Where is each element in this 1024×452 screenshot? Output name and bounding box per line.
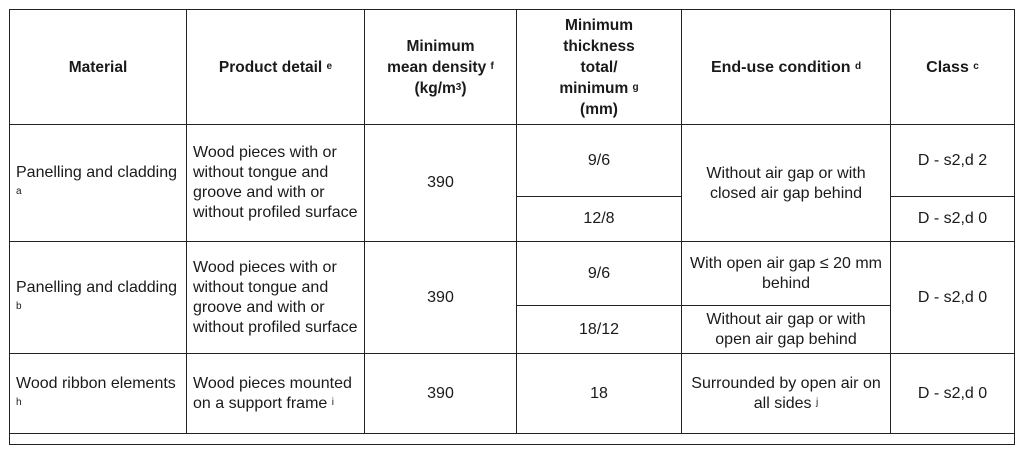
table-end-strip — [10, 434, 1015, 445]
cell-end-use: Surrounded by open air on all sides $^j$ — [682, 354, 891, 434]
table-row — [10, 125, 1015, 197]
cell-end-use: With open air gap ≤ 20 mm behind — [682, 242, 891, 306]
cell-density: 390 — [365, 125, 517, 242]
cell-class: D - s2,d 2 — [891, 125, 1015, 197]
cell-thickness: 9/6 — [517, 125, 682, 197]
header-row — [10, 10, 1015, 125]
table-end-row — [10, 434, 1015, 445]
cell-thickness: 12/8 — [517, 197, 682, 242]
cell-product: Wood pieces with or without tongue and groove and with or without profiled surface — [187, 242, 365, 354]
cell-thickness: 18 — [517, 354, 682, 434]
header-end-use: End-use condition $^d$ — [682, 10, 891, 125]
header-class: Class $^c$ — [891, 10, 1015, 125]
cell-class: D - s2,d 0 — [891, 242, 1015, 354]
cell-material: Panelling and cladding $^b$ — [10, 242, 187, 354]
cell-material: Wood ribbon elements $^h$ — [10, 354, 187, 434]
cell-product: Wood pieces with or without tongue and groove and with or without profiled surface — [187, 125, 365, 242]
header-product-detail: Product detail $^e$ — [187, 10, 365, 125]
header-thickness: Minimum thickness total/ minimum $^g$ (mm) — [517, 10, 682, 125]
cell-end-use: Without air gap or with closed air gap behind — [682, 125, 891, 242]
cell-end-use: Without air gap or with open air gap behind — [682, 306, 891, 354]
cell-density: 390 — [365, 354, 517, 434]
reaction-to-fire-table — [9, 9, 1015, 445]
header-material: Material — [10, 10, 187, 125]
cell-class: D - s2,d 0 — [891, 197, 1015, 242]
cell-product: Wood pieces mounted on a support frame $^i$ — [187, 354, 365, 434]
cell-thickness: 18/12 — [517, 306, 682, 354]
cell-density: 390 — [365, 242, 517, 354]
table-row — [10, 354, 1015, 434]
cell-thickness: 9/6 — [517, 242, 682, 306]
cell-class: D - s2,d 0 — [891, 354, 1015, 434]
table-row — [10, 242, 1015, 306]
cell-material: Panelling and cladding $^a$ — [10, 125, 187, 242]
header-density: Minimum mean density $^f$ $(kg/m^3)$ — [365, 10, 517, 125]
